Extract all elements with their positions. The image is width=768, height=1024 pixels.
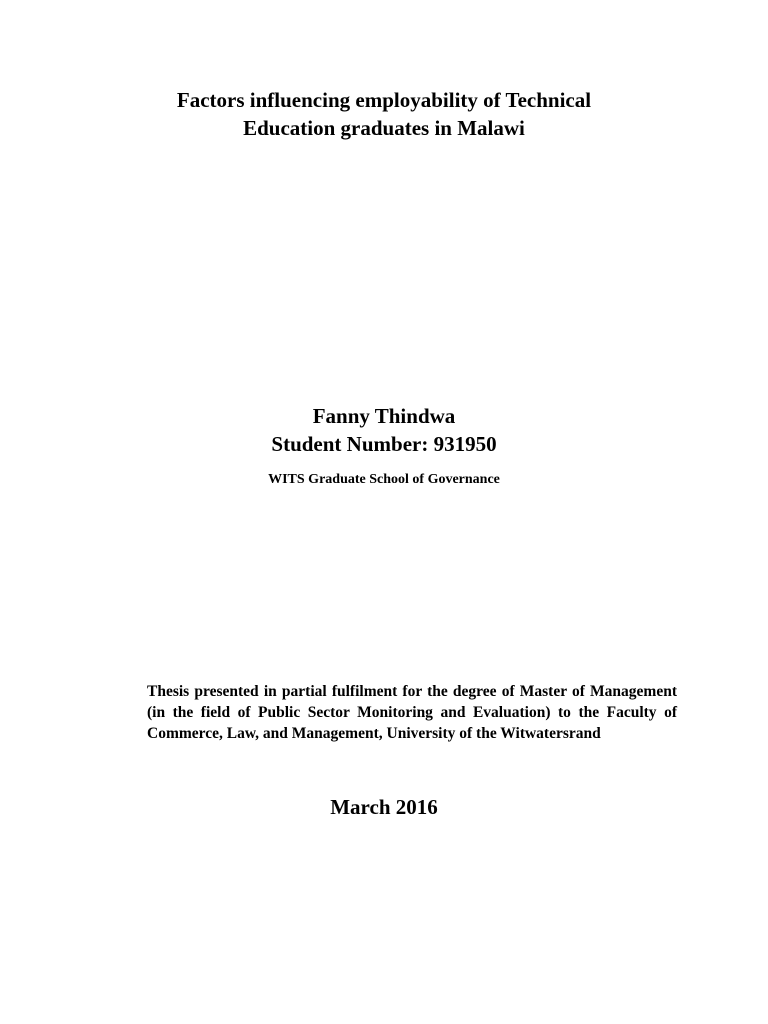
thesis-title-line-2: Education graduates in Malawi bbox=[243, 116, 525, 140]
student-number: Student Number: 931950 bbox=[271, 432, 497, 456]
author-block bbox=[0, 402, 768, 458]
submission-date: March 2016 bbox=[330, 795, 438, 819]
thesis-title bbox=[0, 86, 768, 142]
school-name: WITS Graduate School of Governance bbox=[268, 472, 500, 487]
thesis-title-line-1: Factors influencing employability of Technical bbox=[176, 88, 592, 112]
author-name: Fanny Thindwa bbox=[312, 404, 456, 428]
thesis-statement: Thesis presented in partial fulfilment for the degree of Master of Management (in the field of Public Sector Monitoring and Evaluation) to the Faculty of Commerce, Law, and Management, University of the Witwatersrand bbox=[147, 683, 677, 742]
